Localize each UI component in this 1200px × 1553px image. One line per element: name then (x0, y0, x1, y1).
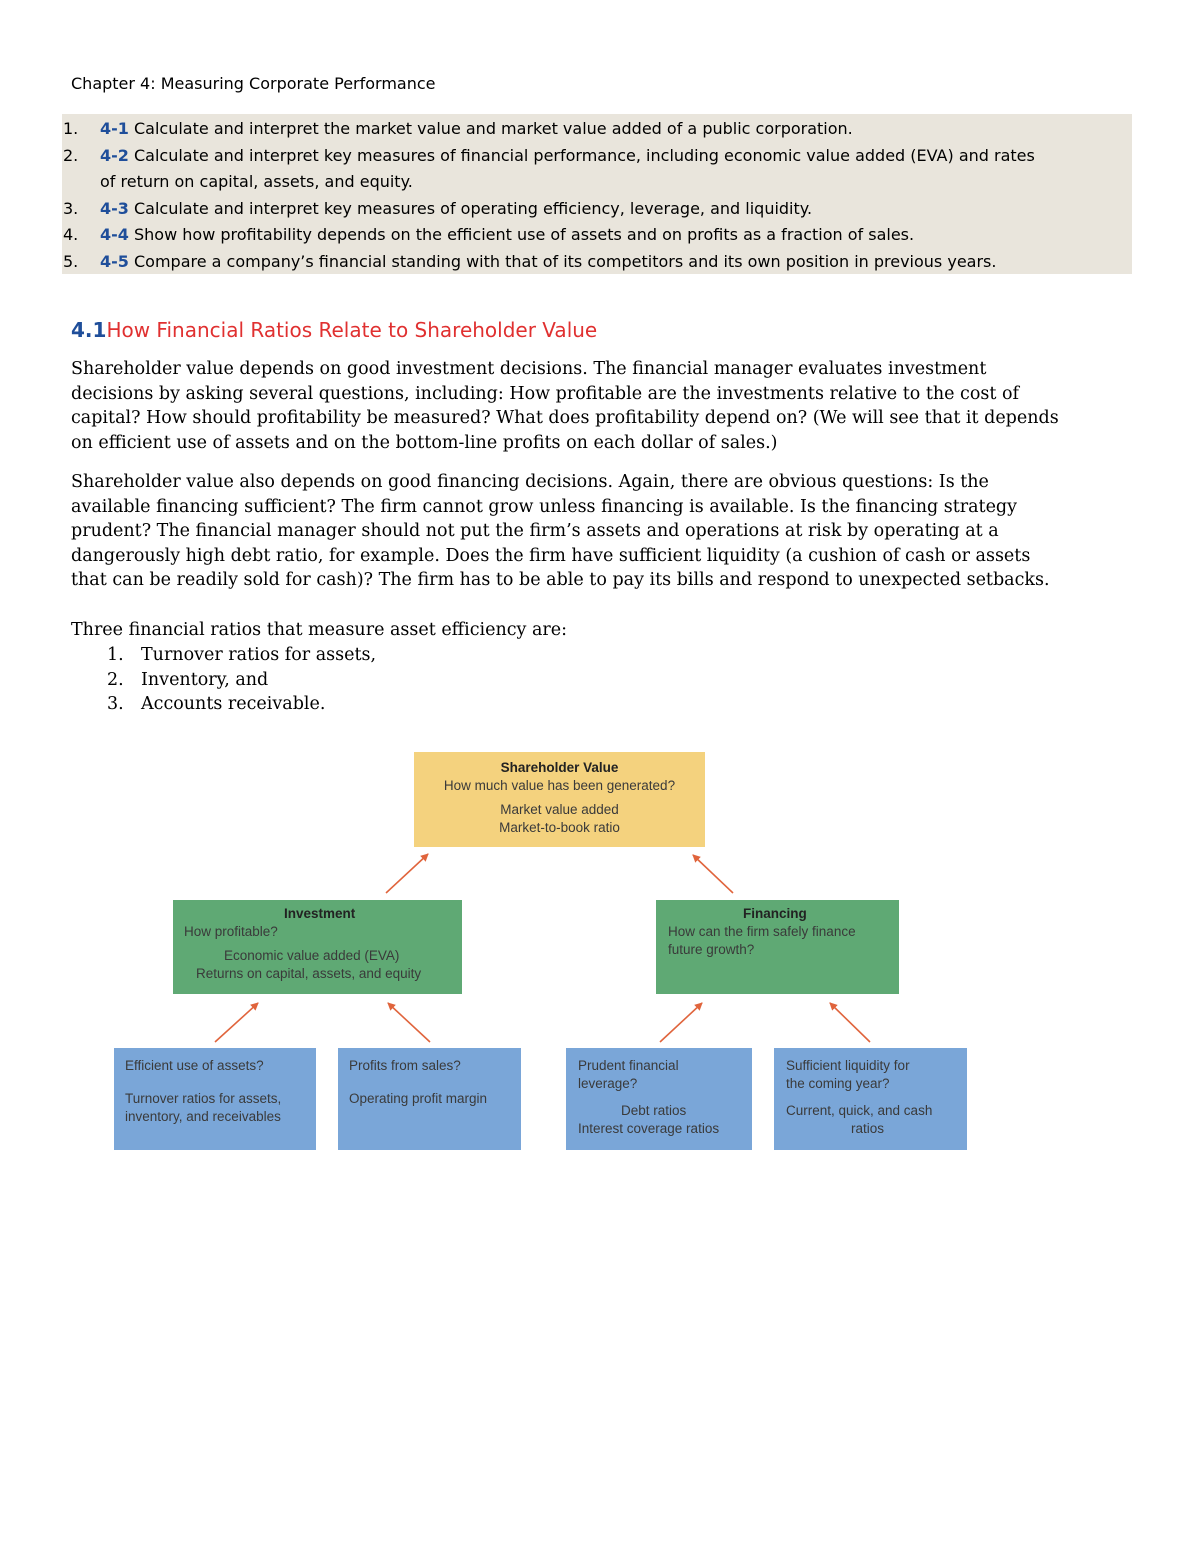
box-measure: Interest coverage ratios (578, 1121, 720, 1136)
arrow-profits-to-investment (388, 1003, 430, 1042)
objective-number: 3. (63, 198, 79, 218)
list-text: Turnover ratios for assets, (141, 645, 377, 665)
box-question: How can the firm safely finance (668, 924, 856, 939)
objective-code: 4-1 (100, 119, 129, 138)
objective-code: 4-4 (100, 225, 129, 244)
objective-code: 4-3 (100, 198, 129, 218)
box-title: Shareholder Value (500, 760, 619, 775)
objective-text-continued: of return on capital, assets, and equity. (100, 172, 413, 191)
box-question: Profits from sales? (349, 1058, 461, 1073)
paragraph-line: Shareholder value depends on good investment decisions. The financial manager evaluates investment (71, 359, 987, 379)
box-question: future growth? (668, 942, 755, 957)
box-question: leverage? (578, 1076, 638, 1091)
list-number: 3. (107, 694, 124, 714)
paragraph-line: decisions by asking several questions, including: How profitable are the investments relative to the cost of (71, 383, 1019, 404)
box-question: How much value has been generated? (443, 778, 676, 793)
paragraph-line: on efficient use of assets and on the bottom-line profits on each dollar of sales.) (71, 432, 778, 453)
box-title: Investment (284, 906, 356, 921)
shareholder-value-box (414, 752, 705, 847)
box-question: Prudent financial (578, 1058, 679, 1073)
box-question: Efficient use of assets? (125, 1058, 264, 1073)
box-measure: Debt ratios (621, 1103, 687, 1118)
box-measure: Operating profit margin (349, 1091, 488, 1106)
list-number: 2. (107, 669, 124, 690)
paragraph-line: dangerously high debt ratio, for example. Does the firm have sufficient liquidity (a cushion of cash or assets (71, 545, 1031, 566)
efficient-assets-box (114, 1048, 316, 1150)
objective-text: Compare a company’s financial standing with that of its competitors and its own position in previous years. (134, 251, 997, 271)
prudent-leverage-box (566, 1048, 752, 1150)
box-measure: Market-to-book ratio (499, 820, 620, 835)
list-text: Inventory, and (141, 669, 269, 690)
list-text: Accounts receivable. (141, 694, 326, 714)
section-title: How Financial Ratios Relate to Shareholder Value (106, 318, 598, 342)
section-number: 4.1 (71, 318, 107, 342)
objective-text: Calculate and interpret key measures of operating efficiency, leverage, and liquidity. (134, 198, 813, 218)
objective-text: Calculate and interpret key measures of financial performance, including economic value added (EVA) and rates (134, 145, 1035, 165)
box-measure: Economic value added (EVA) (224, 948, 400, 963)
objective-text: Show how profitability depends on the efficient use of assets and on profits as a fraction of sales. (134, 225, 915, 244)
arrow-prudent-to-financing (660, 1003, 702, 1042)
box-measure: Turnover ratios for assets, (125, 1091, 282, 1106)
sufficient-liquidity-box (774, 1048, 967, 1150)
objective-number: 5. (63, 251, 79, 271)
box-question: How profitable? (184, 924, 278, 939)
paragraph-line: that can be readily sold for cash)? The firm has to be able to pay its bills and respond to unexpected setbacks. (71, 570, 1050, 590)
box-question: Sufficient liquidity for (786, 1058, 910, 1073)
profits-sales-box (338, 1048, 521, 1150)
paragraph-line: prudent? The financial manager should not put the firm’s assets and operations at risk by operating at a (71, 521, 999, 541)
box-measure: Market value added (500, 802, 619, 817)
financing-box (656, 900, 899, 994)
objective-code: 4-5 (100, 251, 129, 271)
paragraph-line: Three financial ratios that measure asset efficiency are: (71, 620, 568, 640)
list-number: 1. (107, 645, 124, 665)
arrow-investment-to-shareholder (386, 854, 428, 893)
box-measure: Current, quick, and cash (786, 1103, 933, 1118)
box-measure: inventory, and receivables (125, 1109, 281, 1124)
objective-code: 4-2 (100, 145, 129, 165)
paragraph-line: Shareholder value also depends on good financing decisions. Again, there are obvious questions: Is the (71, 472, 989, 492)
objective-text: Calculate and interpret the market value and market value added of a public corporation. (134, 119, 853, 138)
box-title: Financing (743, 906, 807, 921)
paragraph-line: capital? How should profitability be measured? What does profitability depend on? (We will see that it depends (71, 408, 1059, 428)
paragraph-line: available financing sufficient? The firm cannot grow unless financing is available. Is the financing strategy (71, 496, 1018, 517)
box-measure: ratios (851, 1121, 885, 1136)
objective-number: 4. (63, 225, 79, 244)
investment-box (173, 900, 462, 994)
box-question: the coming year? (786, 1076, 890, 1091)
arrow-sufficient-to-financing (830, 1003, 870, 1042)
objective-number: 2. (63, 145, 79, 165)
chapter-title: Chapter 4: Measuring Corporate Performance (71, 74, 436, 93)
box-measure: Returns on capital, assets, and equity (196, 966, 422, 981)
arrow-financing-to-shareholder (693, 855, 733, 893)
arrow-efficient-to-investment (215, 1003, 258, 1042)
objective-number: 1. (63, 119, 79, 138)
